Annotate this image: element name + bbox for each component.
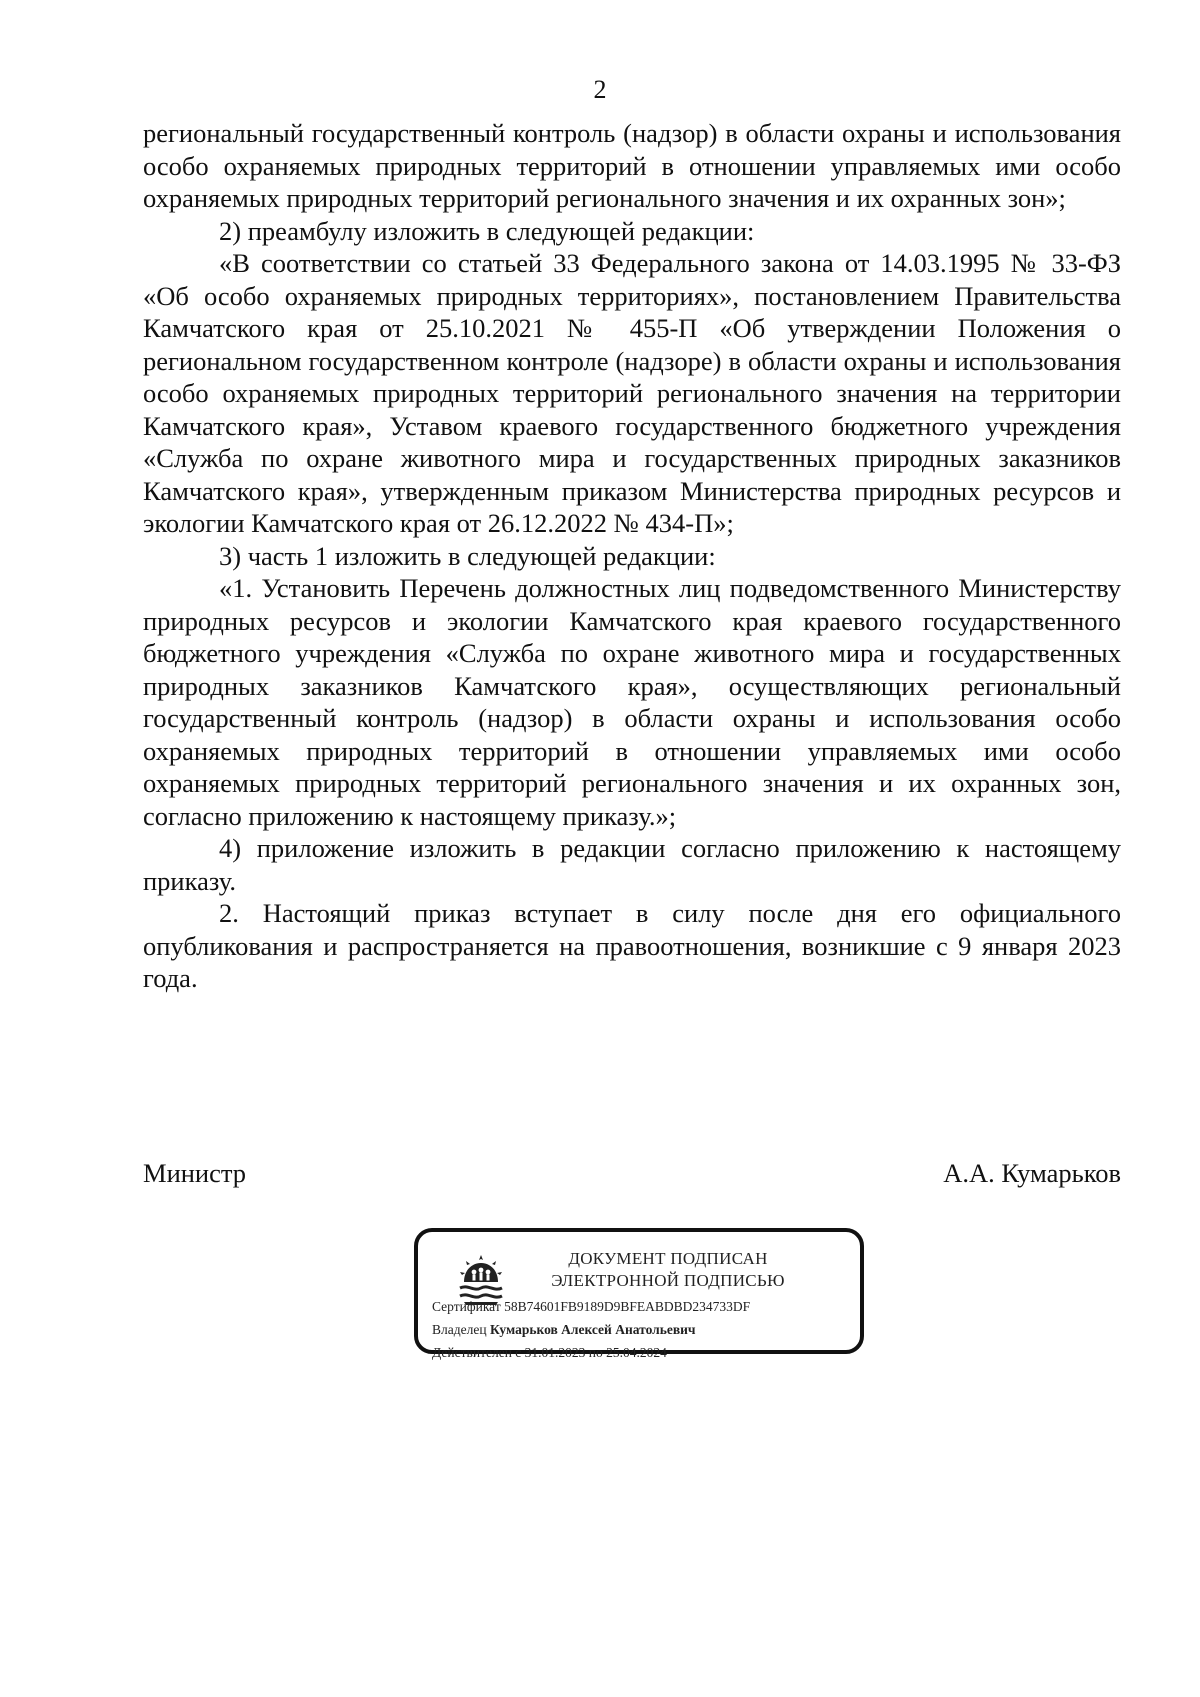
valid-to: 25.04.2024 xyxy=(606,1345,667,1360)
paragraph-item-4: 4) приложение изложить в редакции согласно приложению к настоящему приказу. xyxy=(143,833,1121,896)
stamp-owner xyxy=(432,1321,696,1339)
paragraph-part1-quote: «1. Установить Перечень должностных лиц подведомственного Министерству природных ресурсов и экологии Камчатского края краевого государственного бюджетного учреждения «Служба по охране животного мира и государственных природных заказников Камчатского края», осуществляющих региональный государственный контроль (надзор) в области охраны и использования особо охраняемых природных территорий в отношении управляемых ими особо охраняемых природных территорий регионального значения и их охранных зон, согласно приложению к настоящему приказу.»; xyxy=(143,573,1121,831)
certificate-label: Сертификат xyxy=(432,1299,501,1314)
valid-from: 31.01.2023 xyxy=(524,1345,586,1360)
stamp-header-line2: ЭЛЕКТРОННОЙ ПОДПИСЬЮ xyxy=(551,1271,785,1290)
paragraph-item-2: 2) преамбулу изложить в следующей редакции: xyxy=(219,215,755,246)
paragraph-preamble-quote: «В соответствии со статьей 33 Федерального закона от 14.03.1995 № 33-ФЗ «Об особо охраняемых природных территориях», постановлением Правительства Камчатского края от 25.10.2021 № 455-П «Об утверждении Положения о региональном государственном контроле (надзоре) в области охраны и использования особо охраняемых природных территорий регионального значения на территории Камчатского края», Уставом краевого государственного бюджетного учреждения «Служба по охране животного мира и государственных природных заказников Камчатского края», утвержденным приказом Министерства природных ресурсов и экологии Камчатского края от 26.12.2022 № 434-П»; xyxy=(143,248,1121,538)
valid-to-label: по xyxy=(588,1345,603,1360)
valid-label: Действителен с xyxy=(432,1345,522,1360)
stamp-header xyxy=(518,1248,818,1292)
paragraph-item-3: 3) часть 1 изложить в следующей редакции: xyxy=(219,540,716,571)
owner-label: Владелец xyxy=(432,1322,487,1337)
paragraph-point-2: 2. Настоящий приказ вступает в силу после дня его официального опубликования и распространяется на правоотношения, возникшие с 9 января 2023 года. xyxy=(143,898,1121,993)
electronic-signature-stamp xyxy=(414,1228,864,1360)
stamp-certificate xyxy=(432,1298,750,1316)
signer-title: Министр xyxy=(143,1158,247,1188)
certificate-number: 58B74601FB9189D9BFEABDBD234733DF xyxy=(504,1299,751,1314)
owner-name: Кумарьков Алексей Анатольевич xyxy=(489,1322,696,1337)
document-body xyxy=(143,117,1121,995)
paragraph-continuation: региональный государственный контроль (надзор) в области охраны и использования особо охраняемых природных территорий в отношении управляемых ими особо охраняемых природных территорий регионального значения и их охранных зон»; xyxy=(143,118,1121,213)
page-number: 2 xyxy=(593,75,607,104)
stamp-validity xyxy=(432,1344,667,1362)
signer-name: А.А. Кумарьков xyxy=(943,1158,1121,1188)
stamp-header-line1: ДОКУМЕНТ ПОДПИСАН xyxy=(568,1249,768,1268)
